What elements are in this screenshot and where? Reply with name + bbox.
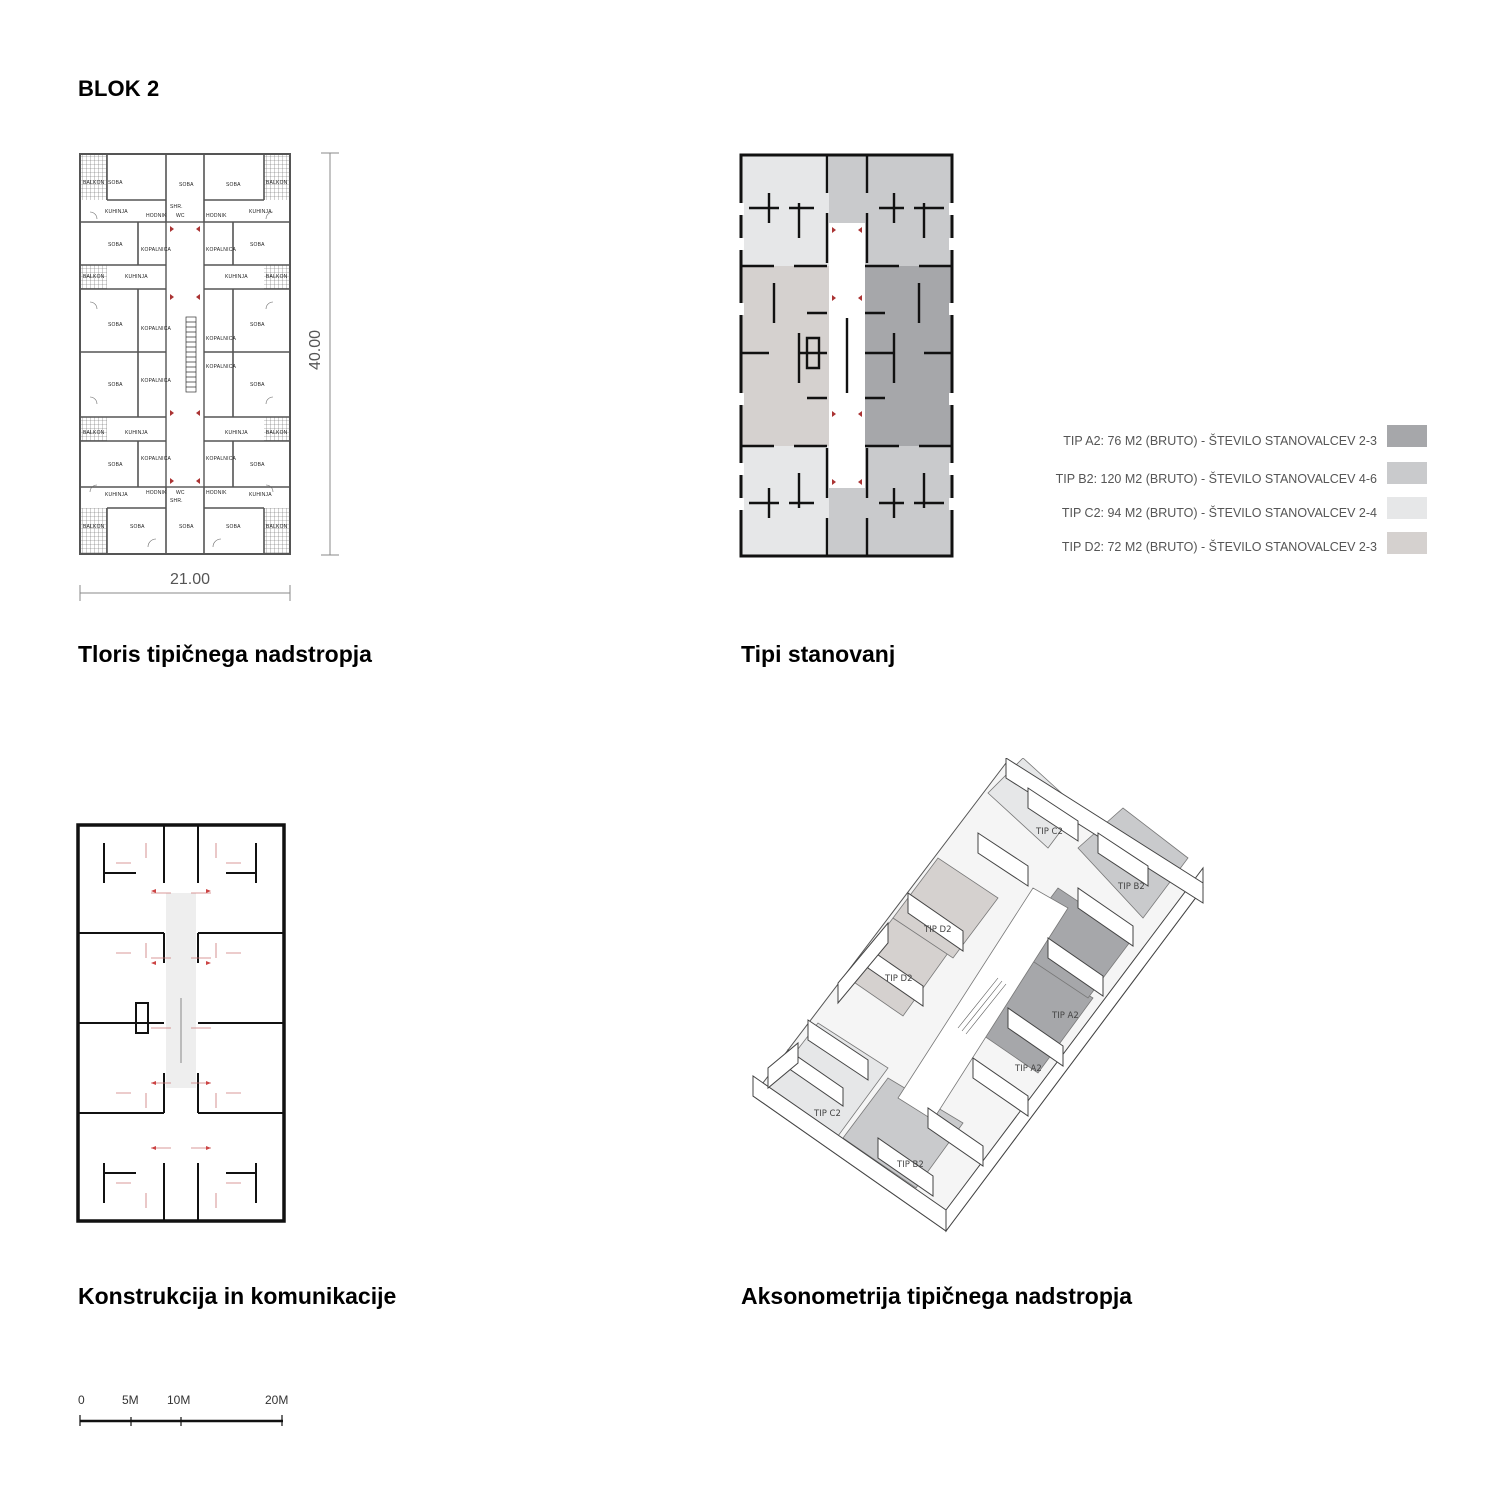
room-label-soba: SOBA: [108, 462, 123, 468]
legend-swatch-a2: [1387, 425, 1427, 447]
room-label-balkon: BALKON: [83, 274, 105, 280]
room-label-soba: SOBA: [250, 462, 265, 468]
room-label-soba: SOBA: [179, 182, 194, 188]
axo-label-a2-b: TIP A2: [1015, 1064, 1042, 1074]
room-label-kopalnica: KOPALNICA: [206, 247, 237, 253]
scale-label-20m: 20M: [265, 1393, 289, 1407]
room-label-soba: SOBA: [250, 322, 265, 328]
room-label-wc: WC: [176, 490, 185, 496]
legend-entry-c2: TIP C2: 94 M2 (BRUTO) - ŠTEVILO STANOVALCEV 2-4: [1061, 506, 1377, 520]
room-label-kuhinja: KUHINJA: [225, 274, 248, 280]
axonometry-caption: Aksonometrija tipičnega nadstropja: [741, 1283, 1133, 1309]
axo-label-d2-a: TIP D2: [924, 925, 952, 935]
room-label-kopalnica: KOPALNICA: [141, 247, 172, 253]
room-label-kuhinja: KUHINJA: [249, 209, 272, 215]
room-label-balkon: BALKON: [266, 180, 288, 186]
room-label-kopalnica: KOPALNICA: [141, 456, 172, 462]
room-label-kuhinja: KUHINJA: [105, 209, 128, 215]
room-label-balkon: BALKON: [266, 430, 288, 436]
room-label-balkon: BALKON: [266, 524, 288, 530]
legend-entry-a2: TIP A2: 76 M2 (BRUTO) - ŠTEVILO STANOVALCEV 2-3: [1063, 434, 1377, 448]
scale-bar-line: [78, 1412, 288, 1428]
room-label-soba: SOBA: [179, 524, 194, 530]
axo-label-a2-a: TIP A2: [1052, 1011, 1079, 1021]
room-label-balkon: BALKON: [266, 274, 288, 280]
room-label-kuhinja: KUHINJA: [125, 430, 148, 436]
room-label-balkon: BALKON: [83, 430, 105, 436]
structure-caption: Konstrukcija in komunikacije: [78, 1283, 397, 1309]
room-label-balkon: BALKON: [83, 524, 105, 530]
height-dimension-label: 40.00: [307, 329, 324, 370]
room-label-soba: SOBA: [250, 242, 265, 248]
types-plan-caption: Tipi stanovanj: [741, 641, 896, 667]
scale-label-0: 0: [78, 1393, 85, 1407]
room-label-wc: WC: [176, 213, 185, 219]
axo-label-c2-bottom: TIP C2: [814, 1109, 841, 1119]
room-label-soba: SOBA: [108, 382, 123, 388]
floor-plan: [78, 152, 293, 557]
room-label-kopalnica: KOPALNICA: [141, 326, 172, 332]
room-label-kopalnica: KOPALNICA: [141, 378, 172, 384]
room-label-balkon: BALKON: [83, 180, 105, 186]
room-label-kopalnica: KOPALNICA: [206, 456, 237, 462]
axo-label-b2-top: TIP B2: [1118, 882, 1145, 892]
room-label-soba: SOBA: [226, 524, 241, 530]
legend-entry-b2: TIP B2: 120 M2 (BRUTO) - ŠTEVILO STANOVALCEV 4-6: [1055, 472, 1377, 486]
apartment-types-plan: [739, 153, 954, 558]
width-dimension-label: 21.00: [169, 571, 211, 588]
legend-swatch-b2: [1387, 462, 1427, 484]
room-label-soba: SOBA: [250, 382, 265, 388]
axo-label-c2-top: TIP C2: [1036, 827, 1063, 837]
room-label-soba: SOBA: [130, 524, 145, 530]
room-label-hodnik: HODNIK: [206, 490, 227, 496]
room-label-shr: SHR.: [170, 204, 183, 210]
room-label-hodnik: HODNIK: [146, 213, 167, 219]
room-label-shr: SHR.: [170, 498, 183, 504]
room-label-soba: SOBA: [108, 322, 123, 328]
structure-plan: [76, 823, 288, 1225]
scale-label-5m: 5M: [122, 1393, 139, 1407]
page-title: BLOK 2: [78, 76, 160, 101]
axo-label-b2-bottom: TIP B2: [897, 1160, 924, 1170]
room-label-soba: SOBA: [108, 242, 123, 248]
room-label-kuhinja: KUHINJA: [105, 492, 128, 498]
room-label-hodnik: HODNIK: [206, 213, 227, 219]
room-label-kopalnica: KOPALNICA: [206, 364, 237, 370]
legend-swatch-d2: [1387, 532, 1427, 554]
room-label-kuhinja: KUHINJA: [225, 430, 248, 436]
room-label-kuhinja: KUHINJA: [249, 492, 272, 498]
axonometric-drawing: [748, 758, 1208, 1236]
floor-plan-caption: Tloris tipičnega nadstropja: [78, 641, 372, 667]
room-label-hodnik: HODNIK: [146, 490, 167, 496]
legend-swatch-c2: [1387, 497, 1427, 519]
legend-entry-d2: TIP D2: 72 M2 (BRUTO) - ŠTEVILO STANOVALCEV 2-3: [1061, 540, 1377, 554]
room-label-kopalnica: KOPALNICA: [206, 336, 237, 342]
room-label-kuhinja: KUHINJA: [125, 274, 148, 280]
axo-label-d2-b: TIP D2: [885, 974, 913, 984]
room-label-soba: SOBA: [226, 182, 241, 188]
scale-label-10m: 10M: [167, 1393, 191, 1407]
room-label-soba: SOBA: [108, 180, 123, 186]
